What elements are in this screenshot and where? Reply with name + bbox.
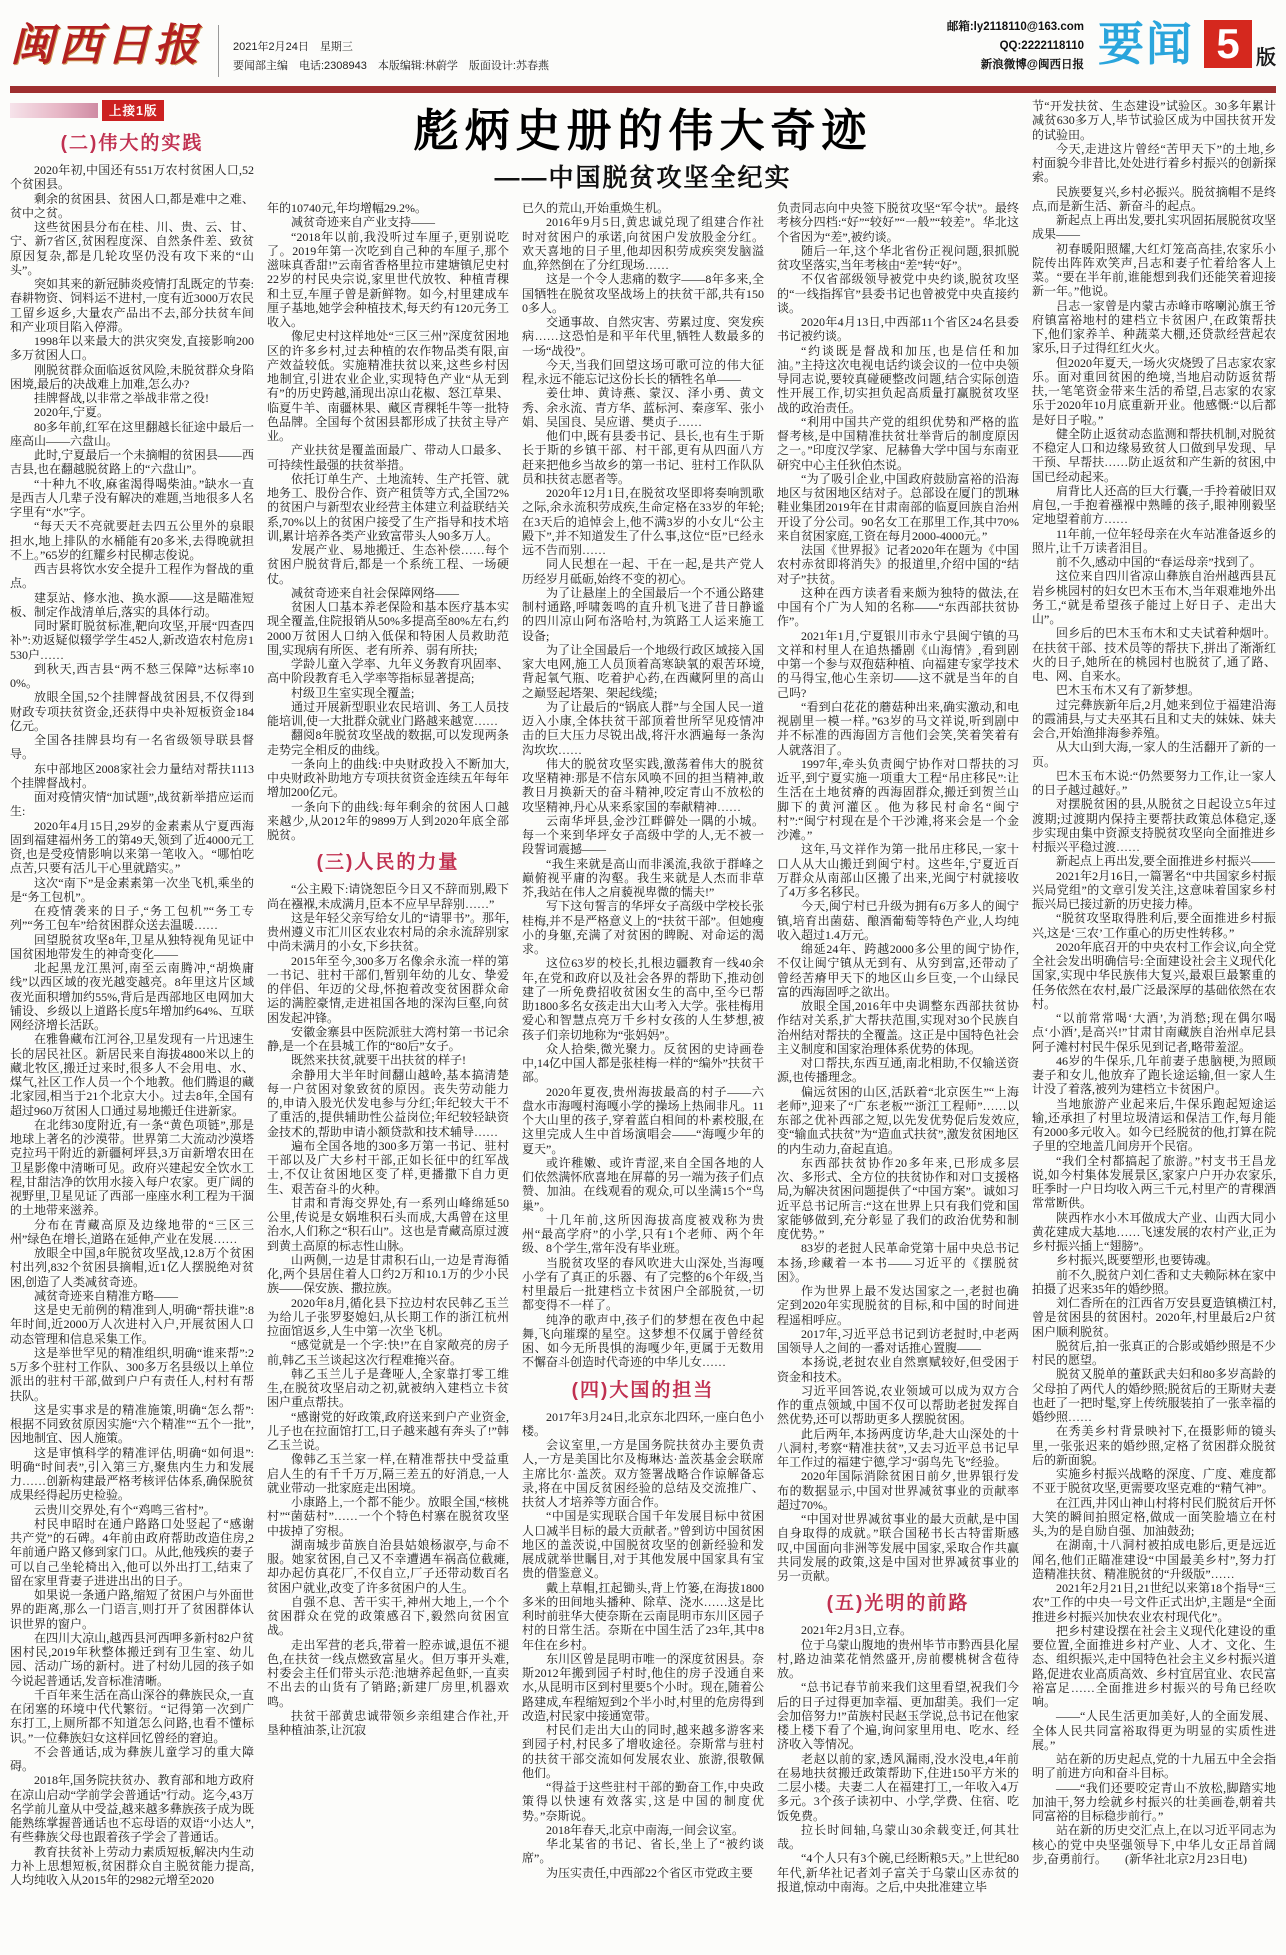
article-paragraph: 新起点上再出发,要全面推进乡村振兴——: [1056, 854, 1276, 869]
article-paragraph: 不会普通话,成为彝族儿童学习的重大障碍。: [10, 1744, 254, 1773]
weibo-line: 新浪微博@闽西日报: [980, 59, 1084, 71]
article-paragraph: 放眼全国,2016年中央调整东西部扶贫协作结对关系,扩大帮扶范围,实现对30个民族自治州结对帮扶的全覆盖。这正是中国特色社会主义制度和国家治理体系优势的体现。: [777, 999, 1019, 1056]
article-paragraph: 这是举世罕见的精准组织,明确“谁来帮”:25万多个驻村工作队、300多万名县级以上单位派出的驻村干部,做到户户有责任人,村村有帮扶队。: [10, 1345, 254, 1403]
article-paragraph: “为了吸引企业,中国政府鼓励富裕的沿海地区与贫困地区结对子。总部设在厦门的凯琳鞋业集团2019年在甘肃南部的临夏回族自治州开设了分公司。90名女工在那里工作,其中70%来自贫困家庭,工资在每月2000-4000元。”: [777, 471, 1019, 543]
article-paragraph: 但2020年夏天,一场火灾烧毁了吕志家农家乐。面对重回贫困的绝境,当地启动防返贫帮扶,一笔笔资金带来生活的希望,吕志家的农家乐于2020年10月底重新开业。他感慨:“以后都是好日子啦。”: [1032, 355, 1276, 427]
article-paragraph: 会议室里,一方是国务院扶贫办主要负责人,一方是美国比尔及梅琳达·盖茨基金会联席主席比尔·盖茨。双方签署战略合作谅解备忘录,将在中国反贫困经验的总结及交流推广、扶贫人才培养等方面合作。: [522, 1438, 764, 1509]
article-paragraph: 巴木玉布木说:“仍然要努力工作,让一家人的日子越过越好。”: [1032, 768, 1276, 797]
article-paragraph: “以前常常喝‘大酒’,为消愁;现在偶尔喝点‘小酒’,是高兴!”甘肃甘南藏族自治州卓尼县阿子滩村村民牛保乐见到记者,略带羞涩。: [1032, 1011, 1276, 1054]
article-paragraph: 通过开展新型职业农民培训、务工人员技能培训,使一大批群众就业门路越来越宽……: [267, 699, 509, 728]
article-paragraph: 众人拾柴,微光聚力。反贫困的史诗画卷中,14亿中国人都是张桂梅一样的“编外”扶贫干部。: [522, 1041, 764, 1085]
date-line: 2021年2月24日 星期三: [233, 41, 353, 53]
article-paragraph: 产业扶贫是覆盖面最广、带动人口最多、可持续性最强的扶贫举措。: [267, 443, 509, 472]
article-paragraph: 山两侧,一边是甘肃积石山,一边是青海循化,两个县居住着人口约2万和10.1万的少小民族——保安族、撒拉族。: [267, 1252, 509, 1296]
article-paragraph: 位于乌蒙山腹地的贵州毕节市黔西县化屋村,路边油菜花悄然盛开,房前樱桃树含苞待放。: [777, 1637, 1019, 1680]
article-paragraph: 扶贫干部黄忠诚带领乡亲组建合作社,开垦种植油茶,让沉寂: [267, 1708, 509, 1737]
article-paragraph: 东中部地区2008家社会力量结对帮扶1113个挂牌督战村。: [10, 761, 254, 790]
article-paragraph: 减贫奇迹来自精准方略——: [34, 1288, 179, 1303]
article-paragraph: 为了让悬崖上的全国最后一个不通公路建制村通路,呼啸轰鸣的直升机飞进了昔日静谧的四川凉山阿布洛哈村,为筑路工人运来施工设备;: [522, 585, 764, 643]
article-paragraph: “我们全村都搞起了旅游。”村支书王昌龙说,如今村集体发展景区,家家户户开办农家乐,旺季时一户日均收入两三千元,村里产的青稞酒常常断供。: [1032, 1153, 1276, 1211]
article-paragraph: 村民们走出大山的同时,越来越多游客来到园子村,村民多了增收途径。奈斯常与驻村的扶贫干部交流如何发展农业、旅游,很敬佩他们。: [522, 1723, 764, 1780]
header-rule: [10, 86, 1276, 93]
newspaper-logo: 闽西日报: [10, 21, 202, 70]
article-paragraph: 对摆脱贫困的县,从脱贫之日起设立5年过渡期;过渡期内保持主要帮扶政策总体稳定,逐步实现由集中资源支持脱贫攻坚向全面推进乡村振兴平稳过渡……: [1032, 797, 1276, 854]
masthead-info: [233, 38, 549, 76]
column-2: [267, 201, 509, 1947]
article-paragraph: 80多年前,红军在这里翻越长征途中最后一座高山——六盘山。: [10, 419, 254, 448]
article-paragraph: 走出军营的老兵,带着一腔赤诚,退伍不褪色,在扶贫一线点燃致富星火。但万事开头难,村委会主任们带头示范:池塘养起鱼虾,一直卖不出去的山货有了销路;新建厂房里,机器欢鸣。: [267, 1637, 509, 1709]
column-1: [10, 99, 254, 1947]
page-number: 5: [1216, 20, 1240, 67]
article-paragraph: 11年前,一位年轻母亲在火车站准备返乡的照片,让千万读者泪目。: [1032, 526, 1276, 555]
article-paragraph: 这是实事求是的精准施策,明确“怎么帮”:根据不同致贫原因实施“六个精准”“五个一批”,因地制宜、因人施策。: [10, 1402, 254, 1446]
article-paragraph: 同时紧盯脱贫标准,靶向攻坚,开展“四查四补”:劝返疑似辍学学生452人,新改造农村危房1530户……: [10, 619, 254, 662]
article-paragraph: 到秋天,西吉县“两不愁三保障”达标率100%。: [10, 661, 254, 690]
page-word: 版: [1256, 47, 1276, 69]
article-paragraph: 此后两年,本扬两度访华,赴大山深处的十八洞村,考察“精准扶贫”,又去习近平总书记早年工作过的福建宁德,学习“弱鸟先飞”经验。: [777, 1426, 1019, 1469]
article-paragraph: 教育扶贫补上劳动力素质短板,解决内生动力补上思想短板,贫困群众自主脱贫能力提高,人均纯收入从2015年的2982元增至2020: [10, 1844, 254, 1887]
article-paragraph: 随后一年,这个华北省份正视问题,狠抓脱贫攻坚落实,当年考核由“差”转“好”。: [777, 243, 1019, 272]
article-paragraph: “4个人只有3个碗,已经断粮5天。”上世纪80年代,新华社记者刘子富关于乌蒙山区赤贫的报道,惊动中南海。之后,中央批准建立毕: [777, 1851, 1019, 1894]
article-paragraph: 这些贫困县分布在桂、川、贵、云、甘、宁、新7省区,贫困程度深、自然条件差、致贫原因复杂,都是几轮攻坚仍没有攻下来的“山头”。: [10, 220, 254, 277]
column-2-text: [267, 201, 509, 1947]
continued-from-page-1-tag: 上接1版: [102, 100, 164, 121]
article-paragraph: 为了让最后的“锅底人群”与全国人民一道迈入小康,全体扶贫干部顶着世所罕见疫情冲击的巨大压力尽锐出战,将汗水洒遍每一条沟沟坎坎……: [522, 699, 764, 757]
article-paragraph: 2021年2月21日,21世纪以来第18个指导“三农”工作的中央一号文件正式出炉,主题是“全面推进乡村振兴加快农业农村现代化”。: [1032, 1581, 1276, 1624]
article-paragraph: 东川区曾是昆明市唯一的深度贫困县。奈斯2012年搬到园子村时,他住的房子没通自来水,从昆明市区到村里要5个小时。现在,随着公路建成,车程缩短到2个半小时,村里的危房得到改造,村民家中接通宽带。: [522, 1651, 764, 1723]
article-paragraph: 肩背比人还高的巨大行囊,一手拎着破旧双肩包,一手抱着襁褓中熟睡的孩子,眼神刚毅坚定地望着前方……: [1032, 483, 1276, 527]
article-paragraph: 节“开发扶贫、生态建设”试验区。30多年累计减贫630多万人,毕节试验区成为中国扶贫开发的试验田。: [1032, 99, 1276, 142]
article-paragraph: 2021年2月16日,一篇署名“中共国家乡村振兴局党组”的文章引发关注,这意味着国家乡村振兴局已接过新的历史接力棒。: [1032, 868, 1276, 911]
article-paragraph: 对口帮扶,东西互通,南北相助,不仅输送资源,也传播理念。: [777, 1056, 1019, 1085]
article-paragraph: 今天,闽宁村已升级为拥有6万多人的闽宁镇,培育出菌菇、酿酒葡萄等特色产业,人均纯收入超过1.4万元。: [777, 899, 1019, 942]
article-paragraph: 翻阅8年脱贫攻坚战的数据,可以发现两条走势完全相反的曲线。: [267, 728, 509, 757]
section-heading: (二)伟大的实践: [60, 133, 204, 154]
article-paragraph: 同人民想在一起、干在一起,是共产党人历经岁月砥砺,始终不变的初心。: [522, 557, 764, 586]
article-paragraph: 放眼全中国,8年脱贫攻坚战,12.8万个贫困村出列,832个贫困县摘帽,近1亿人摆脱绝对贫困,创造了人类减贫奇迹。: [10, 1246, 254, 1289]
article-paragraph: 云南华坪县,金沙江畔僻处一隅的小城。每一个来到华坪女子高级中学的人,无不被一段誓词震撼——: [522, 813, 764, 857]
article-paragraph: 戴上草帽,扛起锄头,背上竹篓,在海拔1800多米的田间地头播种、除草、浇水……这是比利时前驻华大使奈斯在云南昆明市东川区园子村的日常生活。奈斯在中国生活了23年,其中8年住在乡村。: [522, 1580, 764, 1652]
article-paragraph: 全国各挂牌县均有一名省级领导联县督导。: [10, 733, 254, 762]
column-1-text: [10, 123, 254, 1947]
column-3-text: [522, 201, 764, 1947]
article-paragraph: “看到白花花的蘑菇种出来,确实激动,和电视剧里一模一样。”63岁的马文祥说,听到剧中并不标准的西海固方言他们会笑,笑着笑着有人就落泪了。: [777, 699, 1019, 757]
article-paragraph: 站在新的历史交汇点上,在以习近平同志为核心的党中央坚强领导下,中华儿女正昂首阔步,奋勇前行。 (新华社北京2月23日电): [1032, 1823, 1276, 1866]
article-paragraph: 这是年轻父亲写给女儿的“请罪书”。那年,贵州遵义市汇川区农业农村局的余永流辞别家中尚未满月的小女,下乡扶贫。: [267, 910, 509, 954]
article-paragraph: 写下这句誓言的华坪女子高级中学校长张桂梅,并不是严格意义上的“扶贫干部”。但她瘦小的身躯,充满了对贫困的睥睨、对命运的渴求。: [522, 899, 764, 956]
article-paragraph: 2018年,国务院扶贫办、教育部和地方政府在凉山启动“学前学会普通话”行动。迄今,43万名学前儿童从中受益,越来越多彝族孩子成为既能熟练掌握普通话也不忘母语的双语“小达人”,有些彝族父母也跟着孩子学会了普通话。: [10, 1773, 254, 1845]
continued-tag-row: [10, 101, 254, 119]
column-3: [522, 201, 764, 1947]
article-paragraph: 东西部扶贫协作20多年来,已形成多层次、多形式、全方位的扶贫协作和对口支援格局,为解决贫困问题提供了“中国方案”。诚如习近平总书记所言:“这在世界上只有我们党和国家能够做到,充分彰显了我们的政治优势和制度优势。”: [777, 1155, 1019, 1241]
article-paragraph: 年的10740元,年均增幅29.2%。: [267, 201, 427, 215]
article-paragraph: 2020年初,中国还有551万农村贫困人口,52个贫困县。: [10, 163, 254, 192]
article-paragraph: 这位来自四川省凉山彝族自治州越西县瓦岩乡桃园村的妇女巴木玉布木,当年艰难地外出务工,“就是希望孩子能过上好日子、走出大山”。: [1032, 569, 1276, 626]
article-paragraph: 建泵站、修水池、换水源——这是瞄准短板、制定作战清单后,落实的具体行动。: [10, 590, 254, 619]
article-paragraph: 2017年3月24日,北京东北四环,一座白色小楼。: [522, 1409, 764, 1438]
article-paragraph: 站在新的历史起点,党的十九届五中全会指明了前进方向和奋斗目标。: [1032, 1752, 1276, 1781]
article-paragraph: 2020年8月,循化县下拉边村农民韩乙玉兰为给儿子张罗娶媳妇,从长期工作的浙江杭州拉面馆返乡,人生中第一次坐飞机。: [267, 1295, 509, 1338]
article-paragraph: 剩余的贫困县、贫困人口,都是难中之难、贫中之贫。: [10, 191, 254, 220]
tag-gradient-strip: [10, 103, 98, 118]
article-paragraph: 回乡后的巴木玉布木和丈夫试着种烟叶。在扶贫干部、技术员等的帮扶下,拼出了渐渐红火的日子,她所在的桃园村也脱贫了,通了路、电、网、自来水。: [1032, 626, 1276, 683]
staff-line: 要闻部主编 电话:2308943 本版编辑:林蔚学 版面设计:苏春燕: [233, 60, 549, 72]
article-paragraph: 脱贫后,拍一张真正的合影或婚纱照是不少村民的愿望。: [1032, 1338, 1276, 1367]
article-paragraph: 既然来扶贫,就要干出扶贫的样子!: [291, 1053, 466, 1068]
section-heading: (五)光明的前路: [826, 1593, 970, 1615]
article-paragraph: 在江西,井冈山神山村将村民们脱贫后开怀大笑的瞬间拍照定格,做成一面笑脸墙立在村头,为的是自励自强、加油鼓劲;: [1032, 1495, 1276, 1538]
article-paragraph: 湖南城步苗族自治县姑娘杨淑亭,与命不服。她家贫困,自己又不幸遭遇车祸高位截瘫,却办起仿真花厂,不仅自立,厂子还带动数百名贫困户就业,改变了许多贫困户的人生。: [267, 1537, 509, 1595]
article-paragraph: 今天,当我们回望这场可歌可泣的伟大征程,永远不能忘记这份长长的牺牲名单——: [522, 357, 764, 386]
masthead: [10, 8, 1276, 84]
article-paragraph: 突如其来的新冠肺炎疫情打乱既定的节奏:春耕物资、饲料运不进村,一度有近3000万农民工留乡返乡,大量农产品出不去,部分扶贫车间和产业项目陷入停滞。: [10, 277, 254, 334]
article-paragraph: “2018年以前,我没听过车厘子,更别说吃了。2019年第一次吃到自己种的车厘子,那个滋味真香甜!”云南省香格里拉市建塘镇尼史村22岁的村民央宗说,家里世代放牧、种植青稞和土豆,车厘子曾是新鲜物。如今,村里建成车厘子基地,她学会种植技术,每天约有120元务工收入。: [267, 229, 509, 329]
article-paragraph: 2020年4月15日,29岁的金素素从宁夏西海固到福建福州务工的第49天,领到了近4000元工资,也是受疫情影响以来第一笔收入。“哪怕吃点苦,只要有活儿干心里就踏实。”: [10, 818, 254, 876]
article-paragraph: 这种在西方读者看来颇为独特的做法,在中国有个广为人知的名称——“东西部扶贫协作”。: [777, 585, 1019, 629]
article-paragraph: 分布在青藏高原及边缘地带的“三区三州”绿色在增长,道路在延伸,产业在发展……: [10, 1217, 254, 1246]
article-paragraph: 安徽金寨县中医院派驻大湾村第一书记余静,是一个在县城工作的“80后”女子。: [267, 1024, 509, 1053]
headline-block: [267, 99, 1019, 201]
article-paragraph: 2016年9月5日,黄忠诚兑现了组建合作社时对贫困户的承诺,向贫困户发放股金分红。欢天喜地的日子里,他却因积劳成疾突发脑溢血,猝然倒在了分红现场……: [522, 215, 764, 272]
article-paragraph: “十种九不收,麻雀渴得喝柴油。”缺水一直是西吉人几辈子没有解决的难题,当地很多人名字里有“水”字。: [10, 476, 254, 519]
article-paragraph: 1997年,牵头负责闽宁协作对口帮扶的习近平,到宁夏实施一项重大工程“吊庄移民”:让生活在土地贫瘠的西海固群众,搬迁到贺兰山脚下的黄河灌区。他为移民村命名“闽宁村”:“闽宁村现在是个干沙滩,将来会是一个金沙滩。”: [777, 756, 1019, 842]
article-paragraph: 负责同志向中央签下脱贫攻坚“军令状”。最终考核分四档:“好”“较好”“一般”“较差”。华北这个省因为“差”,被约谈。: [777, 201, 1019, 244]
article-paragraph: “中国是实现联合国千年发展目标中贫困人口减半目标的最大贡献者。”曾到访中国贫困地区的盖茨说,中国脱贫攻坚的创新经验和发展成就举世瞩目,对于其他发展中国家具有宝贵的借鉴意义。: [522, 1509, 764, 1581]
article-paragraph: 当脱贫攻坚的春风吹进大山深处,当海嘎小学有了真正的乐器、有了完整的6个年级,当村里最后一批建档立卡贫困户全部脱贫,一切都变得不一样了。: [522, 1255, 764, 1313]
article-paragraph: “脱贫攻坚取得胜利后,要全面推进乡村振兴,这是‘三农’工作重心的历史性转移。”: [1032, 911, 1276, 940]
article-paragraph: 民族要复兴,乡村必振兴。脱贫摘帽不是终点,而是新生活、新奋斗的起点。: [1032, 184, 1276, 213]
article-paragraph: 在雅鲁藏布江河谷,卫星发现有一片迅速生长的居民社区。新居民来自海拔4800米以上的藏北牧区,搬迁过来时,很多人不会用电、水、煤气,社区工作人员一个个地教。他们腾退的藏北家园,相当于21个北京大小。过去8年,全国有超过960万贫困人口通过易地搬迁住进新家。: [10, 1032, 254, 1118]
article-paragraph: 绵延24年、跨越2000多公里的闽宁协作,不仅让闽宁镇从无到有、从穷到富,还带动了曾经苦瘠甲天下的地区山乡巨变,一个山绿民富的西海固呼之欲出。: [777, 942, 1019, 999]
article-paragraph: 姜仕坤、黄诗燕、蒙汉、泽小勇、黄文秀、余永流、青方华、蓝标河、秦彦军、张小娟、吴国良、吴应谱、樊贞子……: [522, 386, 764, 429]
article-paragraph: 不仅省部级领导被党中央约谈,脱贫攻坚的“一线指挥官”县委书记也曾被党中央直接约谈。: [777, 272, 1019, 315]
article-paragraph: 余静用大半年时间翻山越岭,基本搞清楚每一户贫困对象致贫的原因。丧失劳动能力的,申请入股光伏发电参与分红;年纪较大干不了重活的,提供辅助性公益岗位;年纪较轻缺资金技术的,帮助申请小额贷款和技术辅导……: [267, 1067, 509, 1139]
article-paragraph: 云贵川交界处,有个“鸡鸣三省村”。: [34, 1502, 216, 1517]
article-paragraph: 伟大的脱贫攻坚实践,激荡着伟大的脱贫攻坚精神:那是不信东风唤不回的担当精神,敢教日月换新天的奋斗精神,咬定青山不放松的攻坚精神,丹心从来系家国的奉献精神……: [522, 756, 764, 814]
article-subtitle: ——中国脱贫攻坚全纪实: [494, 164, 792, 192]
column-4-text: [777, 201, 1019, 1947]
article-paragraph: 2017年,习近平总书记到访老挝时,中老两国领导人之间的一番对话推心置腹——: [777, 1326, 1019, 1355]
article-paragraph: 在四川大凉山,越西县河西呷多新村82户贫困村民,2019年秋整体搬迁到有卫生室、幼儿园、活动广场的新村。进了村幼儿园的孩子如今说起普通话,发音标准清晰。: [10, 1630, 254, 1688]
article-paragraph: 习近平回答说,农业领域可以成为双方合作的重点领域,中国不仅可以帮助老挝发挥自然优势,还可以帮助更多人摆脱贫困。: [777, 1383, 1019, 1427]
article-paragraph: “得益于这些驻村干部的勤奋工作,中央政策得以快速有效落实,这是中国的制度优势。”奈斯说。: [522, 1780, 764, 1823]
article-paragraph: “我生来就是高山而非溪流,我欲于群峰之巅俯视平庸的沟壑。我生来就是人杰而非草芥,我站在伟人之肩藐视卑微的懦夫!”: [522, 856, 764, 899]
article-paragraph: 作为世界上最不发达国家之一,老挝也确定到2020年实现脱贫的目标,和中国的时间进程遥相呼应。: [777, 1284, 1019, 1327]
article-paragraph: 健全防止返贫动态监测和帮扶机制,对脱贫不稳定人口和边缘易致贫人口做到早发现、早干预、早帮扶……防止返贫和产生新的贫困,中国已经动起来。: [1032, 426, 1276, 484]
article-paragraph: 吕志一家曾是内蒙古赤峰市喀喇沁旗王爷府镇富裕地村的建档立卡贫困户,在政策帮扶下,他们家养羊、种蔬菜大棚,还贷款经营起农家乐,日子过得红红火火。: [1032, 298, 1276, 356]
article-paragraph: 像尼史村这样地处“三区三州”深度贫困地区的许多乡村,过去种植的农作物品类有限,亩产效益较低。实施精准扶贫以来,这些乡村因地制宜,引进农业企业,实现特色产业“从无到有”的历史跨越,涌现出凉山花椒、怒江草果、临夏牛羊、南疆林果、藏区青稞牦牛等一批特色品牌。全国每个贫困县都形成了扶贫主导产业。: [267, 329, 509, 443]
article-paragraph: 在北纬30度附近,有一条“黄色项链”,那是地球上著名的沙漠带。世界第二大流动沙漠塔克拉玛干附近的新疆柯坪县,3万亩新增农田在卫星影像中清晰可见。政府兴建起安全饮水工程,甘甜洁净的饮用水接入每户农家。更广阔的视野里,卫星见证了西部一座座水利工程为干涸的土地带来滋养。: [10, 1117, 254, 1218]
article-paragraph: 学龄儿童入学率、九年义务教育巩固率、高中阶段教育毛入学率等指标显著提高;: [267, 657, 509, 686]
article-paragraph: 或许稚嫩、或许青涩,来自全国各地的人们依然满怀欣喜地在屏幕的另一端为孩子们点赞、加油。在线观看的观众,可以坐满15个“鸟巢”。: [522, 1155, 764, 1213]
article-paragraph: 已久的荒山,开始重焕生机。: [522, 201, 670, 215]
article-paragraph: 西吉县将饮水安全提升工程作为督战的重点。: [10, 562, 254, 591]
qq-line: QQ:2222118110: [999, 40, 1084, 52]
article-paragraph: “公主殿下:请饶恕臣今日又不辞而别,殿下尚在襁褓,未成满月,臣本不应早早辞别……”: [267, 882, 509, 911]
article-paragraph: 他们中,既有县委书记、县长,也有生于斯长于斯的乡镇干部、村干部,更有从四面八方赶来把他乡当故乡的第一书记、驻村工作队队员和扶贫志愿者等。: [522, 429, 764, 486]
article-paragraph: 83岁的老挝人民革命党第十届中央总书记本扬,珍藏着一本书——习近平的《摆脱贫困》。: [777, 1241, 1019, 1284]
article-paragraph: 遍布全国各地的300多万第一书记、驻村干部以及广大乡村干部,正如长征中的红军战士,不仅让贫困地区变了样,更播撒下自力更生、艰苦奋斗的火种。: [267, 1138, 509, 1196]
article-paragraph: 46岁的牛保乐,几年前妻子患脑梗,为照顾妻子和女儿,他放弃了跑长途运输,但一家人生计没了着落,被列为建档立卡贫困户。: [1032, 1053, 1276, 1097]
article-paragraph: 像韩乙玉兰家一样,在精准帮扶中受益重启人生的有千千万万,隔三差五的好消息,一人就业带动一批家庭走出困境。: [267, 1452, 509, 1495]
article-paragraph: 贫困人口基本养老保险和基本医疗基本实现全覆盖,住院报销从50%多提高至80%左右,约2000万贫困人口纳入低保和特困人员救助范围,实现病有所医、老有所养、弱有所扶;: [267, 600, 509, 657]
article-paragraph: 十几年前,这所因海拔高度被戏称为贵州“最高学府”的小学,只有1个老师、两个年级、8个学生,常年没有毕业班。: [522, 1212, 764, 1256]
article-paragraph: 2021年2月3日,立春。: [801, 1623, 913, 1638]
article-paragraph: 北起黑龙江黑河,南至云南腾冲,“胡焕庸线”以西区域的夜光越变越亮。8年里这片区域夜光面积增加约55%,背后是西部地区电网加大铺设、乡级以上道路长度5年增加约64%、互联网经济增长活跃。: [10, 961, 254, 1032]
article-paragraph: 前不久,感动中国的“春运母亲”找到了。: [1056, 555, 1262, 569]
article-paragraph: 本扬说,老挝农业自然禀赋较好,但受困于资金和技术。: [777, 1355, 1019, 1384]
article-paragraph: 村民申昭时在通户路路口处竖起了“感谢共产党”的石碑。4年前由政府帮助改造住房,2年前通户路又修到家门口。从此,他残疾的妻子可以自己坐轮椅出入,他可以外出打工,结束了留在家里背妻子进进出出的日子。: [10, 1516, 254, 1588]
article-paragraph: 把乡村建设摆在社会主义现代化建设的重要位置,全面推进乡村产业、人才、文化、生态、组织振兴,走中国特色社会主义乡村振兴道路,促进农业高质高效、乡村宜居宜业、农民富裕富足……全面推进乡村振兴的号角已经吹响。: [1032, 1623, 1276, 1709]
article-paragraph: “感谢党的好政策,政府送来到户产业资金,儿子也在拉面馆打工,日子越来越有奔头了!”韩乙玉兰说。: [267, 1409, 509, 1452]
article-paragraph: 1998年以来最大的洪灾突发,直接影响200多万贫困人口。: [10, 334, 254, 363]
article-paragraph: 2021年1月,宁夏银川市永宁县闽宁镇的马文祥和村里人在追热播剧《山海情》,看到剧中第一个参与双孢菇种植、向福建专家学技术的马得宝,他心生亲切——这不就是当年的自己吗?: [777, 628, 1019, 700]
article-paragraph: 2018年春天,北京中南海,一间会议室。: [546, 1822, 745, 1837]
article-paragraph: 过完彝族新年后,2月,她来到位于福建沿海的霞浦县,与丈夫巫其石且和丈夫的妹妹、妹夫会合,开始渔排海参养殖。: [1032, 697, 1276, 740]
article-paragraph: 脱贫又脱单的董跃武夫妇和80多岁高龄的父母拍了两代人的婚纱照;脱贫后的王斯财夫妻也赶了一把时髦,穿上传统服装拍了一张幸福的婚纱照……: [1032, 1367, 1276, 1424]
article-paragraph: “约谈既是督战和加压,也是信任和加油。”主持这次电视电话约谈会议的一位中央领导同志说,要较真碰硬整改问题,结合实际创造性开展工作,切实担负起高质量打赢脱贫攻坚战的政治责任。: [777, 343, 1019, 415]
article-paragraph: 依托订单生产、土地流转、生产托管、就地务工、股份合作、资产租赁等方式,全国72%的贫困户与新型农业经营主体建立利益联结关系,70%以上的贫困户接受了生产指导和技术培训,累计培养各类产业致富带头人90多万人。: [267, 471, 509, 543]
article-paragraph: 这年,马文祥作为第一批吊庄移民,一家十口人从大山搬迁到闽宁村。这些年,宁夏近百万群众从南部山区搬了出来,光闽宁村就接收了4万多名移民。: [777, 842, 1019, 899]
article-paragraph: 2020年,宁夏。: [34, 405, 110, 420]
article-paragraph: 当地旅游产业起来后,牛保乐跑起短途运输,还承担了村里垃圾清运和保洁工作,每月能有2000多元收入。如今已经脱贫的他,打算在院子里的空地盖几间房开个民宿。: [1032, 1096, 1276, 1154]
article-paragraph: 这是审慎科学的精准评估,明确“如何退”:明确“时间表”,引入第三方,聚焦内生力和发展力……创新构建最严格考核评估体系,确保脱贫成果经得起历史检验。: [10, 1445, 254, 1503]
article-paragraph: 自强不息、苦干实干,神州大地上,一个个贫困群众在党的政策感召下,毅然向贫困宣战。: [267, 1594, 509, 1638]
article-paragraph: 如果说一条通户路,缩短了贫困户与外面世界的距离,那么一门语言,则打开了贫困群体认识世界的窗户。: [10, 1588, 254, 1631]
contact-block: [947, 18, 1084, 75]
article-paragraph: 为了让全国最后一个地级行政区域接入国家大电网,施工人员顶着高寒缺氧的艰苦环境,背起氧气瓶、吃着护心药,在西藏阿里的高山之巅竖起塔架、架起线缆;: [522, 642, 764, 700]
article-paragraph: 一条向下的曲线:每年剩余的贫困人口越来越少,从2012年的9899万人到2020年底全部脱贫。: [267, 799, 509, 842]
article-paragraph: 2020年4月13日,中西部11个省区24名县委书记被约谈。: [777, 315, 1019, 344]
article-paragraph: 这是史无前例的精准到人,明确“帮扶谁”:8年时间,近2000万人次进村入户,开展贫困人口动态管理和信息采集工作。: [10, 1303, 254, 1346]
article-paragraph: 初春暖阳照耀,大红灯笼高高挂,农家乐小院传出阵阵欢笑声,吕志和妻子忙着给客人上菜。“要在半年前,谁能想到我们还能笑着迎接新一年。”他说。: [1032, 241, 1276, 299]
article-paragraph: 减贫奇迹来自产业支持——: [291, 215, 436, 230]
article-title: 彪炳史册的伟大奇迹: [413, 105, 873, 156]
article-paragraph: 此时,宁夏最后一个未摘帽的贫困县——西吉县,也在翻越脱贫路上的“六盘山”。: [10, 448, 254, 477]
article-paragraph: 2020年国际消除贫困日前夕,世界银行发布的数据显示,中国对世界减贫事业的贡献率超过70%。: [777, 1469, 1019, 1512]
center-section: [267, 99, 1019, 1947]
article-paragraph: 老赵以前的家,透风漏雨,没水没电,4年前在易地扶贫搬迁政策帮助下,住进150平方米的二层小楼。夫妻二人在福建打工,一年收入4万多元。3个孩子读初中、小学,学费、住宿、吃饭免费。: [777, 1751, 1019, 1823]
article-paragraph: 前不久,脱贫户刘仁香和丈夫赖际林在家中拍摄了迟来35年的婚纱照。: [1032, 1267, 1276, 1296]
article-paragraph: 千百年来生活在高山深谷的彝族民众,一直在闭塞的环境中代代繁衍。“记得第一次到广东打工,上厕所都不知道怎么问路,也看不懂标识。”一位彝族妇女这样回忆曾经的窘迫。: [10, 1687, 254, 1745]
article-paragraph: 这位63岁的校长,扎根边疆教育一线40余年,在党和政府以及社会各界的帮助下,推动创建了一所免费招收贫困女生的高中,至今已帮助1800多名女孩走出大山考入大学。张桂梅用爱心和智慧点亮万千乡村女孩的人生梦想,被孩子们亲切地称为“张妈妈”。: [522, 956, 764, 1042]
column-5: [1032, 99, 1276, 1947]
column-5-text: [1032, 99, 1276, 1947]
article-paragraph: 回望脱贫攻坚8年,卫星从独特视角见证中国贫困地带发生的神奇变化——: [10, 932, 254, 961]
article-body: [10, 99, 1276, 1947]
article-paragraph: 实施乡村振兴战略的深度、广度、难度都不亚于脱贫攻坚,更需要攻坚克难的“精气神”。: [1032, 1467, 1276, 1496]
article-paragraph: 为压实责任,中西部22个省区市党政主要: [546, 1865, 754, 1880]
article-paragraph: 小康路上,一个都不能少。放眼全国,“核桃村”“菌菇村”……一个个特色村寨在脱贫攻坚中拔掉了穷根。: [267, 1495, 509, 1538]
article-paragraph: 甘肃和青海交界处,有一系列山峰绵延50公里,传说是女娲堆积石头而成,大禹曾在这里治水,人们称之“积石山”。这也是青藏高原过渡到黄土高原的标志性山脉。: [267, 1195, 509, 1253]
article-paragraph: ——“我们还要咬定青山不放松,脚踏实地加油干,努力绘就乡村振兴的壮美画卷,朝着共同富裕的目标稳步前行。”: [1032, 1780, 1276, 1823]
article-paragraph: 新起点上再出发,要扎实巩固拓展脱贫攻坚成果——: [1032, 213, 1276, 242]
article-paragraph: 交通事故、自然灾害、劳累过度、突发疾病……这恐怕是和平年代里,牺牲人数最多的一场“战役”。: [522, 315, 764, 358]
article-paragraph: 今天,走进这片曾经“苦甲天下”的土地,乡村面貌今非昔比,处处进行着乡村振兴的创新探索。: [1032, 141, 1276, 185]
article-paragraph: 在湖南,十八洞村被拍成电影后,更是远近闻名,他们正瞄准建设“中国最美乡村”,努力打造精准扶贫、精准脱贫的“升级版”……: [1032, 1538, 1276, 1581]
article-paragraph: 村级卫生室实现全覆盖;: [291, 685, 415, 700]
article-paragraph: 2020年夏夜,贵州海拔最高的村子——六盘水市海嘎村海嘎小学的操场上热闹非凡。11个大山里的孩子,穿着蓝白相间的朴素校服,在这里完成人生中首场演唱会——“海嘎少年的夏天”。: [522, 1084, 764, 1156]
article-paragraph: 面对疫情灾情“加试题”,战贫新举措应运而生:: [10, 790, 254, 819]
article-paragraph: 2020年12月1日,在脱贫攻坚即将奏响凯歌之际,余永流积劳成疾,生命定格在33岁的年轮;在3天后的追悼会上,他不满3岁的小女儿“公主殿下”,并不知道发生了什么事,这位“臣”已经永远不告而别……: [522, 486, 764, 557]
article-paragraph: “感觉就是一个字:快!”在自家敞亮的房子前,韩乙玉兰谈起这次行程难掩兴奋。: [267, 1338, 509, 1367]
center-columns: [267, 201, 1019, 1947]
article-paragraph: “利用中国共产党的组织优势和严格的监督考核,是中国精准扶贫壮举背后的制度原因之一。”印度汉学家、尼赫鲁大学中国与东南亚研究中心主任狄伯杰说。: [777, 414, 1019, 472]
article-paragraph: 偏远贫困的山区,活跃着“北京医生”“上海老师”,迎来了“广东老板”“浙江工程师”……以东部之优补西部之短,以先发优势促后发效应,变“输血式扶贫”为“造血式扶贫”,激发贫困地区的内生动力,奋起直追。: [777, 1084, 1019, 1156]
column-4: [777, 201, 1019, 1947]
article-paragraph: 2020年底召开的中央农村工作会议,向全党全社会发出明确信号:全面建设社会主义现代化国家,实现中华民族伟大复兴,最艰巨最繁重的任务依然在农村,最广泛最深厚的基础依然在农村。: [1032, 939, 1276, 1011]
section-heading: (三)人民的力量: [316, 852, 460, 874]
article-paragraph: 发展产业、易地搬迁、生态补偿……每个贫困户脱贫背后,都是一个系统工程、一场硬仗。: [267, 543, 509, 586]
article-paragraph: 减贫奇迹来自社会保障网络——: [291, 585, 460, 600]
article-paragraph: 法国《世界报》记者2020年在题为《中国农村赤贫即将消失》的报道里,介绍中国的“结对子”扶贫。: [777, 543, 1019, 586]
masthead-right: [947, 12, 1276, 76]
article-paragraph: 乡村振兴,既要塑形,也要铸魂。: [1056, 1253, 1219, 1268]
article-paragraph: 韩乙玉兰儿子是聋哑人,全家靠打零工维生,在脱贫攻坚启动之初,就被纳入建档立卡贫困户重点帮扶。: [267, 1366, 509, 1410]
article-paragraph: 华北某省的书记、省长,坐上了“被约谈席”。: [522, 1837, 764, 1866]
article-paragraph: ——“人民生活更加美好,人的全面发展、全体人民共同富裕取得更为明显的实质性进展。”: [1032, 1709, 1276, 1752]
article-paragraph: 巴木玉布木又有了新梦想。: [1056, 683, 1201, 698]
section-label: 要闻: [1098, 18, 1194, 70]
article-paragraph: 这次“南下”是金素素第一次坐飞机,乘坐的是“务工包机”。: [10, 875, 254, 904]
page-number-badge: [1204, 20, 1252, 68]
article-paragraph: 陕西柞水小木耳做成大产业、山西大同小黄花建成大基地……飞速发展的农村产业,正为乡村振兴插上“翅膀”。: [1032, 1210, 1276, 1253]
article-paragraph: 在疫情袭来的日子,“务工包机”“务工专列”“务工包车”给贫困群众送去温暖……: [10, 904, 254, 933]
section-heading: (四)大国的担当: [571, 1379, 715, 1401]
email-line: 邮箱:ly2118110@163.com: [946, 21, 1084, 33]
article-paragraph: 纯净的歌声中,孩子们的梦想在夜色中起舞,飞向璀璨的星空。这梦想不仅属于曾经贫困、如今无所畏惧的海嘎少年,更属于无数用不懈奋斗创造时代奇迹的中华儿女……: [522, 1312, 764, 1370]
article-paragraph: 在秀美乡村背景映衬下,在摄影师的镜头里,一张张迟来的婚纱照,定格了贫困群众脱贫后的新面貌。: [1032, 1424, 1276, 1467]
article-paragraph: 2015年至今,300多万名像余永流一样的第一书记、驻村干部们,暂别年幼的儿女、挚爱的伴侣、年迈的父母,怀抱着改变贫困群众命运的满腔豪情,走进祖国各地的深沟巨壑,向贫困发起冲锋。: [267, 953, 509, 1025]
article-paragraph: “中国对世界减贫事业的最大贡献,是中国自身取得的成就。”联合国秘书长古特雷斯感叹,中国面向非洲等发展中国家,采取合作共赢共同发展的政策,这是中国对世界减贫事业的另一贡献。: [777, 1512, 1019, 1583]
article-paragraph: 刚脱贫群众面临返贫风险,未脱贫群众身陷困境,最后的决战难上加难,怎么办?: [10, 362, 254, 391]
article-paragraph: 挂牌督战,以非常之举战非常之役!: [34, 391, 209, 405]
masthead-left: [10, 8, 549, 84]
article-paragraph: 放眼全国,52个挂牌督战贫困县,不仅得到财政专项扶贫资金,还获得中央补短板资金184亿元。: [10, 690, 254, 733]
article-paragraph: 刘仁香所在的江西省万安县夏造镇横江村,曾是贫困县的贫困村。2020年,村里最后2户贫困户顺利脱贫。: [1032, 1296, 1276, 1339]
article-paragraph: 一条向上的曲线:中央财政投入不断加大,中央财政补助地方专项扶贫资金连续五年每年增加200亿元。: [267, 756, 509, 800]
article-paragraph: “总书记春节前来我们这里看望,祝我们今后的日子过得更加幸福、更加甜美。我们一定会加倍努力!”苗族村民赵玉学说,总书记在他家楼上楼下看了个遍,询问家里用电、吃水、经济收入等情况。: [777, 1680, 1019, 1752]
masthead-divider: [218, 25, 219, 77]
article-paragraph: 这是一个令人悲痛的数字——8年多来,全国牺牲在脱贫攻坚战场上的扶贫干部,共有1500多人。: [522, 272, 764, 315]
article-paragraph: 拉长时间轴,乌蒙山30余载变迁,何其壮哉。: [777, 1822, 1019, 1851]
article-paragraph: “每天天不亮就要赶去四五公里外的泉眼担水,地上排队的水桶能有20多米,去得晚就担不上。”65岁的红耀乡村民柳志俊说。: [10, 519, 254, 562]
article-paragraph: 从大山到大海,一家人的生活翻开了新的一页。: [1032, 740, 1276, 769]
